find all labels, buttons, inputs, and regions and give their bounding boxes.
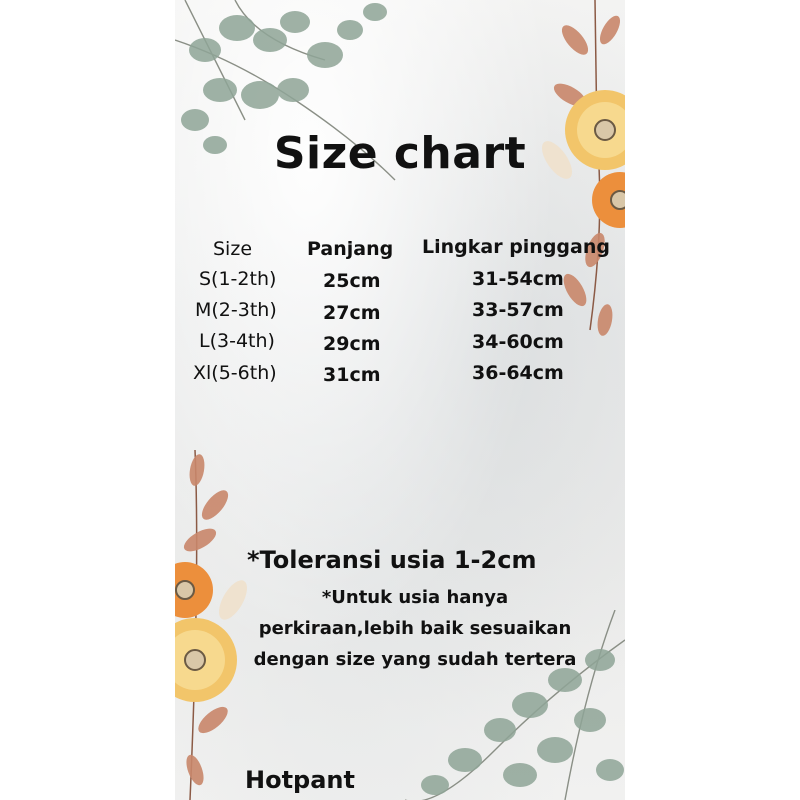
panjang-cell: 25cm xyxy=(323,270,381,292)
size-cell: Xl(5-6th) xyxy=(193,362,277,384)
size-cell: S(1-2th) xyxy=(199,268,277,290)
header-size: Size xyxy=(213,238,253,260)
size-cell: M(2-3th) xyxy=(195,299,277,321)
panjang-cell: 27cm xyxy=(323,302,381,324)
size-cell: L(3-4th) xyxy=(199,330,275,352)
lingkar-cell: 31-54cm xyxy=(472,268,564,290)
page-title: Size chart xyxy=(273,128,527,179)
tolerance-note: *Toleransi usia 1-2cm xyxy=(247,546,537,574)
age-note-line-1: *Untuk usia hanya xyxy=(321,587,509,608)
product-name: Hotpant xyxy=(245,766,355,794)
age-note-line-3: dengan size yang sudah tertera xyxy=(253,649,577,670)
panjang-cell: 29cm xyxy=(323,333,381,355)
lingkar-cell: 36-64cm xyxy=(472,362,564,384)
lingkar-cell: 33-57cm xyxy=(472,299,564,321)
lingkar-cell: 34-60cm xyxy=(472,331,564,353)
size-chart-card xyxy=(175,0,625,800)
age-note-line-2: perkiraan,lebih baik sesuaikan xyxy=(258,618,572,639)
age-note xyxy=(235,582,595,675)
header-lingkar-pinggang: Lingkar pinggang xyxy=(422,236,610,258)
header-panjang: Panjang xyxy=(307,238,394,260)
panjang-cell: 31cm xyxy=(323,364,381,386)
